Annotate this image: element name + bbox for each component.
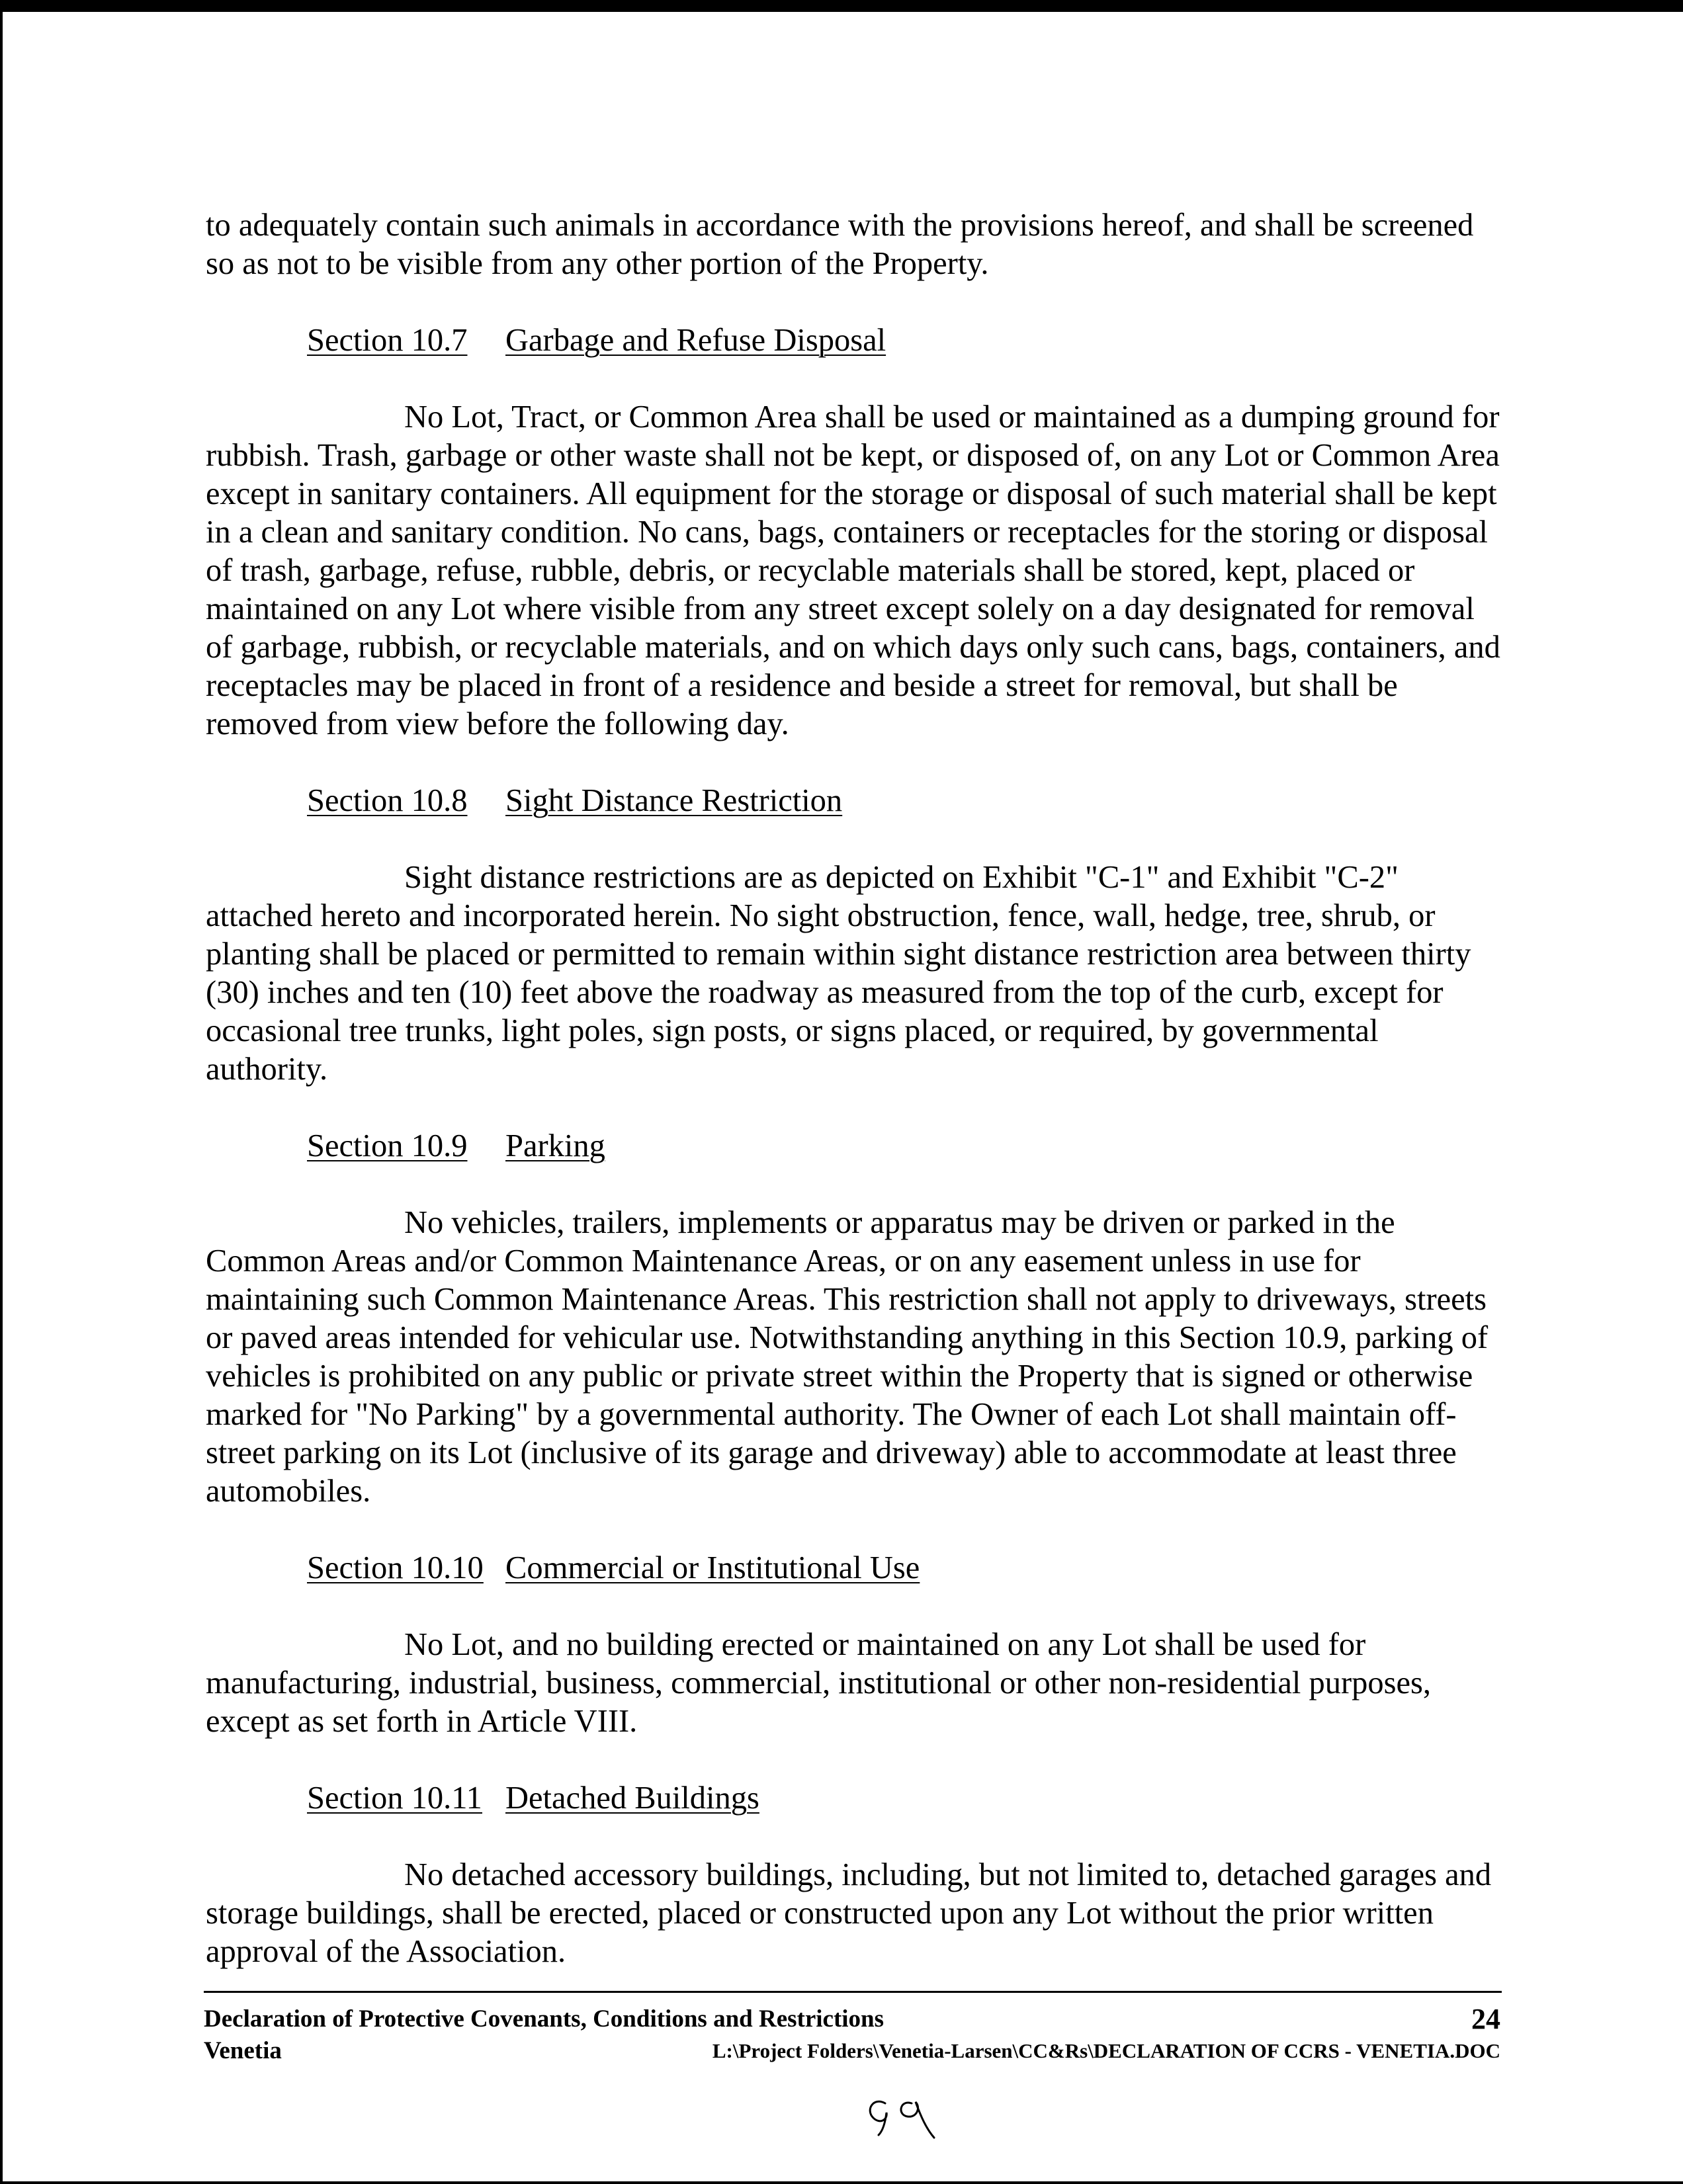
section-heading-10-11 bbox=[206, 1779, 1502, 1818]
section-title: Sight Distance Restriction bbox=[505, 783, 843, 818]
handwritten-page-mark bbox=[860, 2083, 953, 2143]
footer-divider bbox=[204, 1991, 1502, 1993]
document-body bbox=[206, 206, 1502, 1971]
footer-file-path: L:\Project Folders\Venetia-Larsen\CC&Rs\DECLARATION OF CCRS - VENETIA.DOC bbox=[712, 2039, 1500, 2062]
section-heading-10-8 bbox=[206, 782, 1502, 820]
section-title: Commercial or Institutional Use bbox=[505, 1550, 920, 1585]
section-title: Garbage and Refuse Disposal bbox=[505, 323, 886, 358]
section-number: Section 10.9 bbox=[307, 1128, 468, 1163]
scan-bottom-border bbox=[0, 2181, 1683, 2184]
footer-project-name: Venetia bbox=[204, 2037, 282, 2064]
section-body-10-9: No vehicles, trailers, implements or apparatus may be driven or parked in the Common Areas and/or Common Maintenance Areas, or on any easement unless in use for maintaining such Common Maintenance Areas. This restriction shall not apply to driveways, streets or paved areas intended for vehicular use. Notwithstanding anything in this Section 10.9, parking of vehicles is prohibited on any public or private street within the Property that is signed or otherwise marked for "No Parking" by a governmental authority. The Owner of each Lot shall maintain off-street parking on its Lot (inclusive of its garage and driveway) able to accommodate at least three automobiles. bbox=[206, 1205, 1489, 1509]
section-number: Section 10.10 bbox=[307, 1550, 484, 1585]
section-number: Section 10.7 bbox=[307, 323, 468, 358]
section-title: Parking bbox=[505, 1128, 605, 1163]
section-body-10-8: Sight distance restrictions are as depicted on Exhibit "C-1" and Exhibit "C-2" attached hereto and incorporated herein. No sight obstruction, fence, wall, hedge, tree, shrub, or planting shall be placed or permitted to remain within sight distance restriction area between thirty (30) inches and ten (10) feet above the roadway as measured from the top of the curb, except for occasional tree trunks, light poles, sign posts, or signs placed, or required, by governmental authority. bbox=[206, 860, 1471, 1087]
section-heading-10-7 bbox=[206, 321, 1502, 360]
footer-document-title: Declaration of Protective Covenants, Conditions and Restrictions bbox=[204, 2005, 885, 2033]
scan-top-border bbox=[0, 0, 1683, 12]
section-body-10-10: No Lot, and no building erected or maintained on any Lot shall be used for manufacturing, industrial, business, commercial, institutional or other non-residential purposes, except as set forth in Article VIII. bbox=[206, 1627, 1432, 1739]
section-heading-10-9 bbox=[206, 1127, 1502, 1165]
section-body-10-11: No detached accessory buildings, including, but not limited to, detached garages and storage buildings, shall be erected, placed or constructed upon any Lot without the prior written approval of the Association. bbox=[206, 1857, 1492, 1969]
section-title: Detached Buildings bbox=[505, 1781, 759, 1816]
page-number: 24 bbox=[1471, 2003, 1500, 2035]
page-footer bbox=[204, 1991, 1500, 2066]
scan-left-border bbox=[0, 0, 3, 2184]
section-body-10-7: No Lot, Tract, or Common Area shall be used or maintained as a dumping ground for rubbish. Trash, garbage or other waste shall not be kept, or disposed of, on any Lot or Common Area except in sanitary containers. All equipment for the storage or disposal of such material shall be kept in a clean and sanitary condition. No cans, bags, containers or receptacles for the storing or disposal of trash, garbage, refuse, rubble, debris, or recyclable materials shall be stored, kept, placed or maintained on any Lot where visible from any street except solely on a day designated for removal of garbage, rubbish, or recyclable materials, and on which days only such cans, bags, containers, and receptacles may be placed in front of a residence and beside a street for removal, but shall be removed from view before the following day. bbox=[206, 399, 1500, 741]
section-heading-10-10 bbox=[206, 1549, 1502, 1587]
section-number: Section 10.8 bbox=[307, 783, 468, 818]
intro-paragraph: to adequately contain such animals in accordance with the provisions hereof, and shall be screened so as not to be visible from any other portion of the Property. bbox=[206, 208, 1474, 281]
section-number: Section 10.11 bbox=[307, 1781, 482, 1816]
